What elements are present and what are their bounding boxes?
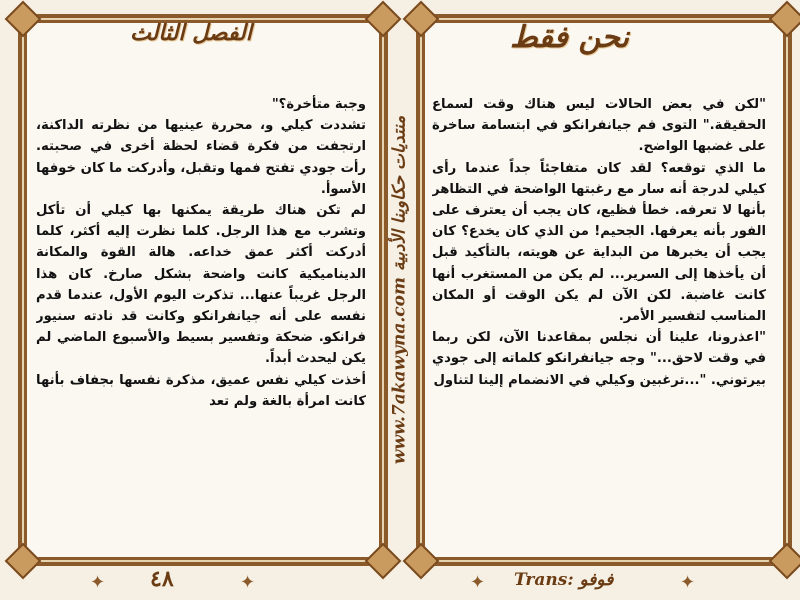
trans-label: Trans:	[514, 570, 574, 590]
right-page-text	[432, 94, 766, 546]
paragraph: أخذت كيلي نفس عميق، مذكرة نفسها بجفاف بأنها كانت امرأة بالغة ولم تعد	[36, 372, 366, 409]
star-icon: ✦	[90, 572, 106, 593]
star-icon: ✦	[680, 572, 696, 593]
corner-ornament	[5, 1, 42, 38]
paragraph: "اعذرونا، علينا أن نجلس بمقاعدنا الآن، لكن ربما في وقت لاحق..." وجه جيانفرانكو كلماته إلى جودي بيرتوني. "...ترغبين وكيلي في الانضمام إلينا لتناول	[432, 330, 766, 388]
star-icon: ✦	[470, 572, 486, 593]
paragraph: تشددت كيلي و، محررة عينيها من نظرته الداكنة، ارتجفت من فكرة قضاء لحظة أخرى في صحبته. رأت جودي تفتح فمها وتقبل، وأدركت ما كان خوفها الأسوأ.	[36, 118, 366, 197]
translator-name: فوفو	[579, 570, 614, 590]
left-page-text	[36, 94, 366, 546]
corner-ornament	[5, 543, 42, 580]
corner-ornament	[769, 543, 800, 580]
paragraph: ما الذي توقعه؟ لقد كان متفاجئاً جداً عندما رأى كيلي لدرجة أنه سار مع رغبتها الواضحة في التظاهر بأنها لا تعرفه. خطأ فظيع، كان يجب أن يعترف على الفور بأنه يعرفها. الجحيم! من الذي كان يخدع؟ كان يجب أن يخبرها من البداية عن هويته، بالتأكيد قبل أن يأخذها إلى السرير... لم يكن من المستغرب أنها كانت غاضبة. لكن الآن لم يكن الوقت أو المكان المناسب لتفسير الأمر.	[432, 160, 766, 325]
website-watermark: www.7akawyna.com منتديات حكاوينا الأدبية	[389, 115, 409, 465]
translator-credit	[514, 570, 613, 590]
chapter-title: الفصل الثالث	[130, 20, 252, 46]
book-title: نحن فقط	[510, 20, 629, 55]
paragraph: لم تكن هناك طريقة يمكنها بها كيلي أن تأكل وتشرب مع هذا الرجل. كلما نظرت إليه أكثر، كلما أدركت أكثر عمق خداعه. هالة القوة والمكانة الديناميكية كانت واضحة بشكل صارخ. كان هذا الرجل غريباً عنها... تذكرت اليوم الأول، عندما قدم نفسه على أنه جيانفرانكو وكانت قد نادته سنيور فرانكو. ضحكة وتفسير بسيط والأسبوع الماضي لم يكن ليحدث أبداً.	[36, 203, 366, 367]
spine	[384, 20, 414, 560]
corner-ornament	[769, 1, 800, 38]
paragraph: "لكن في بعض الحالات ليس هناك وقت لسماع الحقيقة." التوى فم جيانفرانكو في ابتسامة ساخرة على غضبها الواضح.	[432, 97, 766, 155]
star-icon: ✦	[240, 572, 256, 593]
paragraph: وجبة متأخرة؟"	[271, 97, 366, 112]
page-number: ٤٨	[150, 566, 174, 592]
